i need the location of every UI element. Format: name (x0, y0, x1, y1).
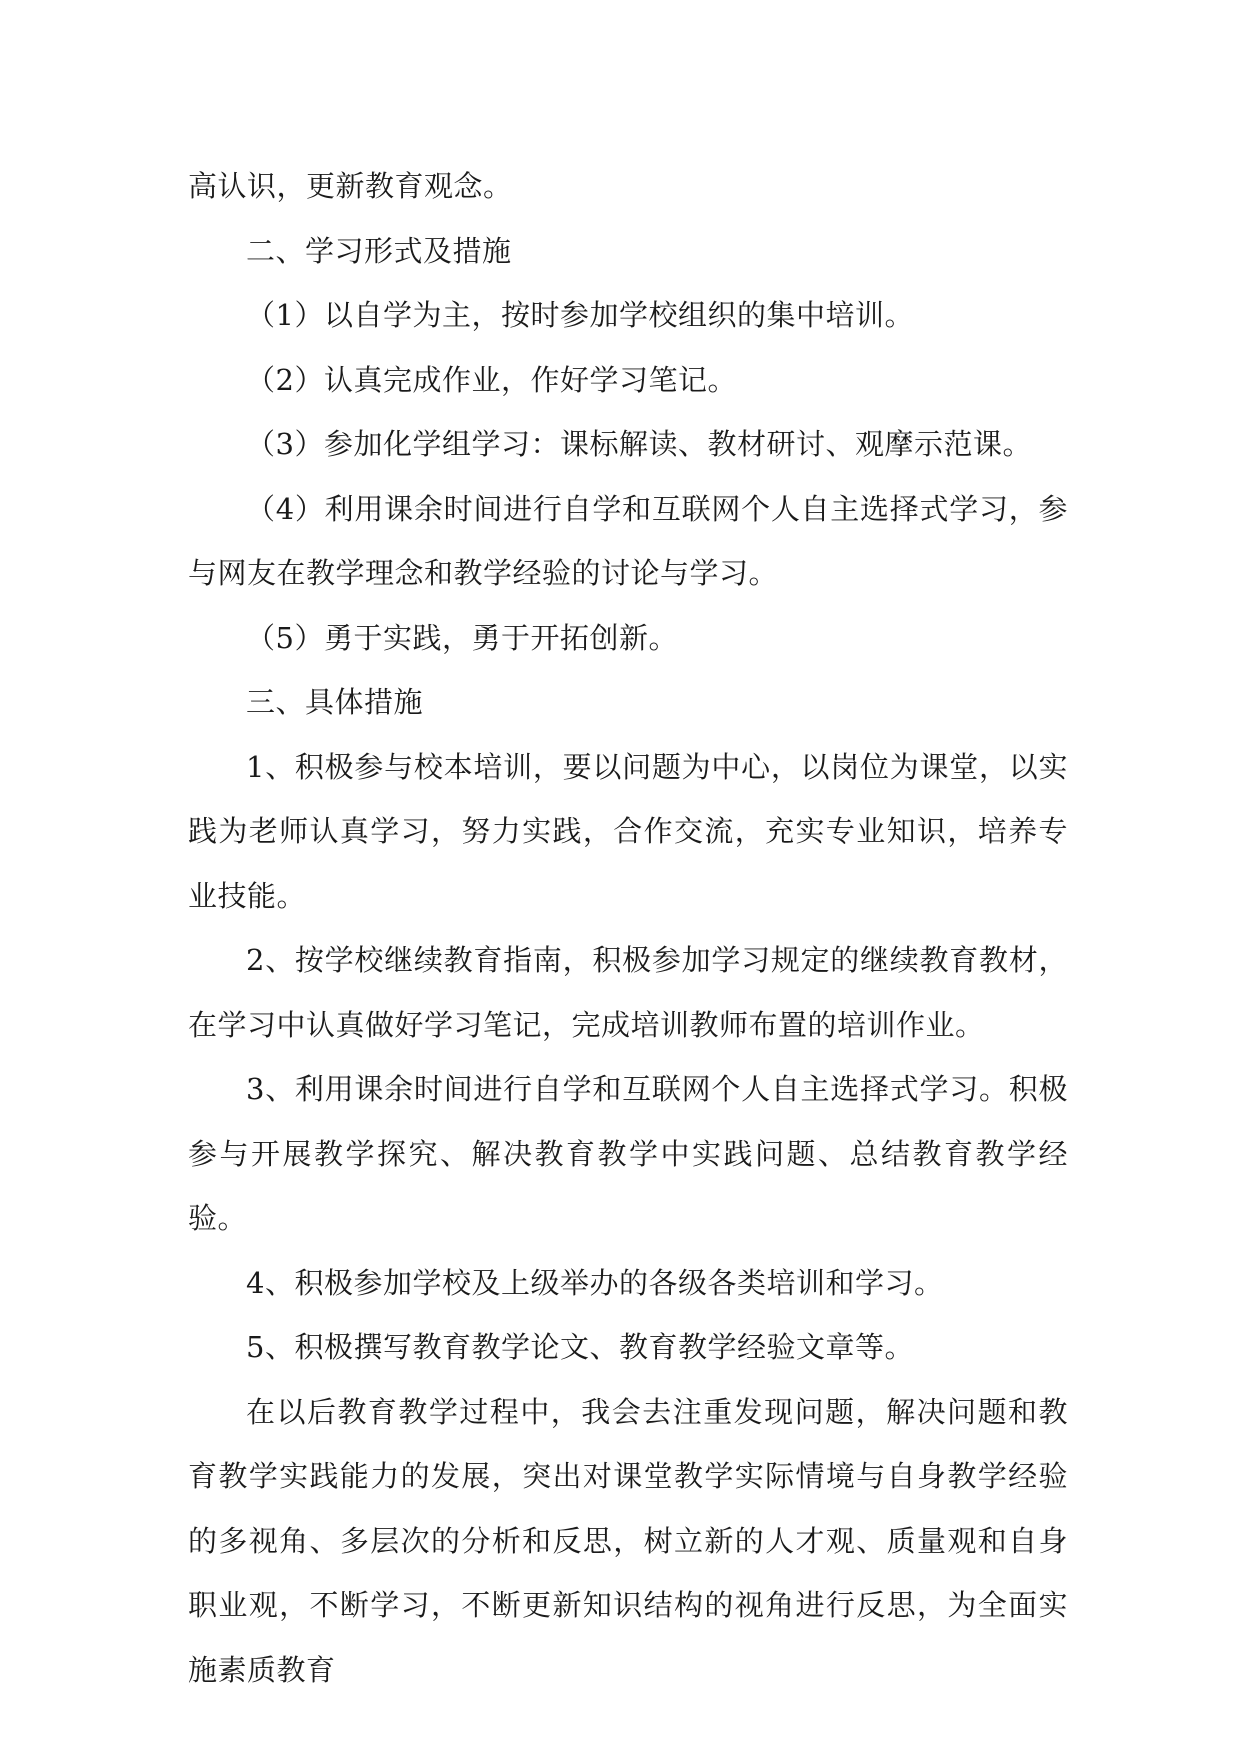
measure-item-5: 5、积极撰写教育教学论文、教育教学经验文章等。 (246, 1330, 914, 1364)
list-item-4: （4）利用课余时间进行自学和互联网个人自主选择式学习，参与网友在教学理念和教学经验的讨论与学习。 (188, 491, 1068, 590)
list-item-3: （3）参加化学组学习：课标解读、教材研讨、观摩示范课。 (246, 427, 1032, 461)
measure-item-4: 4、积极参加学校及上级举办的各级各类培训和学习。 (246, 1265, 944, 1300)
list-item-5: （5）勇于实践，勇于开拓创新。 (246, 620, 678, 655)
list-item-1: （1）以自学为主，按时参加学校组织的集中培训。 (246, 298, 914, 332)
measure-item-3: 3、利用课余时间进行自学和互联网个人自主选择式学习。积极参与开展教学探究、解决教育教学中实践问题、总结教育教学经验。 (188, 1072, 1068, 1235)
section-heading-specific-measures: 三、具体措施 (246, 685, 424, 719)
section-heading-learning-forms: 二、学习形式及措施 (246, 233, 512, 268)
list-item-2: （2）认真完成作业，作好学习笔记。 (246, 362, 737, 397)
document-body (188, 154, 1068, 1702)
measure-item-2: 2、按学校继续教育指南，积极参加学习规定的继续教育教材，在学习中认真做好学习笔记，完成培训教师布置的培训作业。 (188, 943, 1068, 1042)
closing-paragraph: 在以后教育教学过程中，我会去注重发现问题，解决问题和教育教学实践能力的发展，突出对课堂教学实际情境与自身教学经验的多视角、多层次的分析和反思，树立新的人才观、质量观和自身职业观，不断学习，不断更新知识结构的视角进行反思，为全面实施素质教育 (188, 1394, 1068, 1687)
paragraph-continuation: 高认识，更新教育观念。 (188, 169, 513, 203)
measure-item-1: 1、积极参与校本培训，要以问题为中心，以岗位为课堂，以实践为老师认真学习，努力实践，合作交流，充实专业知识，培养专业技能。 (188, 749, 1068, 913)
